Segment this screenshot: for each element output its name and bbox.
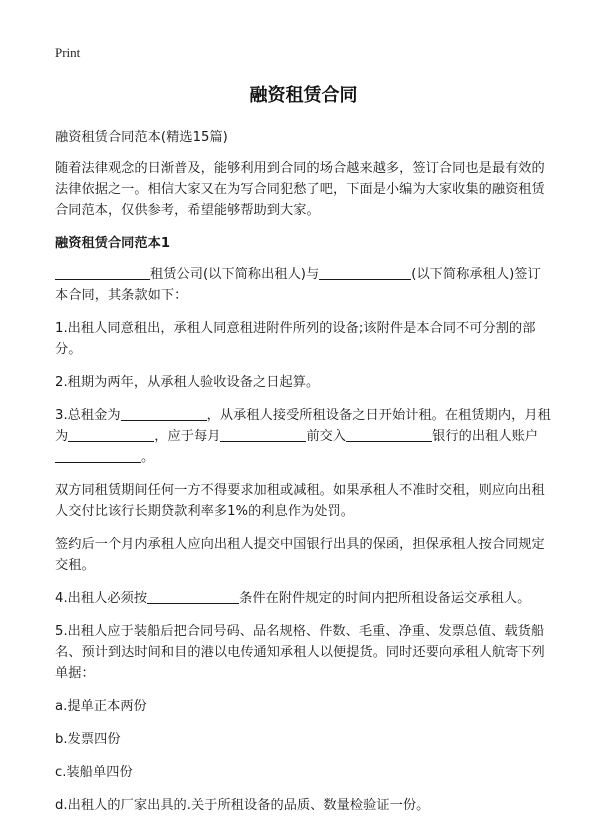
parties-text-a: 租赁公司(以下简称出租人)与: [150, 267, 320, 282]
page-title: 融资租赁合同: [249, 85, 358, 106]
list-item-a: a.提单正本两份: [55, 699, 147, 714]
list-item-c: c.装船单四份: [55, 765, 133, 780]
clause-3-text-b: ，从承租人接受所租设备之日开始计租。在租赁期内，月租为: [55, 408, 551, 444]
clause-3-text-a: 3.总租金为: [55, 408, 121, 423]
blank-delivery-terms: [147, 589, 239, 604]
list-item-b: b.发票四份: [55, 732, 121, 747]
blank-bank: [346, 427, 432, 442]
clause-4-text-a: 4.出租人必须按: [55, 591, 148, 606]
intro-paragraph: 随着法律观念的日渐普及，能够利用到合同的场合越来越多，签订合同也是最有效的法律依据之一。相信大家又在为写合同犯愁了吧，下面是小编为大家收集的融资租赁合同范本，仅供参考，希望能够帮助到大家。: [55, 161, 545, 218]
subtitle: 融资租赁合同范本(精选15篇): [55, 130, 228, 145]
blank-account: [55, 448, 141, 463]
clause-1: 1.出租人同意租出，承租人同意租进附件所列的设备;该附件是本合同不可分割的部分。: [55, 321, 536, 357]
clause-4: [55, 588, 552, 609]
blank-total-rent: [121, 406, 207, 421]
clause-2: 2.租期为两年，从承租人验收设备之日起算。: [55, 375, 320, 390]
clause-5: 5.出租人应于装船后把合同号码、品名规格、件数、毛重、净重、发票总值、载货船名、预计到达时间和目的港以电传通知承租人以便提货。同时还要向承租人航寄下列单据：: [55, 624, 545, 681]
guarantee-paragraph: 签约后一个月内承租人应向出租人提交中国银行出具的保函，担保承租人按合同规定交租。: [55, 537, 545, 573]
late-payment-paragraph: 双方同租赁期间任何一方不得要求加租或减租。如果承租人不准时交租，则应向出租人交付比该行长期贷款利率多1%的利息作为处罚。: [55, 483, 545, 519]
clause-3-text-f: 。: [141, 450, 155, 465]
clause-3-text-c: ，应于每月: [154, 429, 221, 444]
clause-4-text-b: 条件在附件规定的时间内把所租设备运交承租人。: [239, 591, 531, 606]
parties-text-b: (以下简称承租人)签订本合同，其条款如下：: [55, 267, 541, 303]
clause-3-text-d: 前交入: [306, 429, 347, 444]
blank-lessor: [55, 265, 150, 280]
list-item-d: d.出租人的厂家出具的.关于所租设备的品质、数量检验证一份。: [55, 798, 430, 813]
section-heading: 融资租赁合同范本1: [55, 236, 171, 251]
print-link[interactable]: Print: [55, 45, 81, 60]
parties-paragraph: [55, 264, 552, 306]
blank-lessee: [319, 265, 411, 280]
blank-monthly-rent: [68, 427, 154, 442]
clause-3-text-e: 银行的出租人账户: [432, 429, 539, 444]
clause-3: [55, 405, 552, 468]
blank-due-day: [220, 427, 306, 442]
